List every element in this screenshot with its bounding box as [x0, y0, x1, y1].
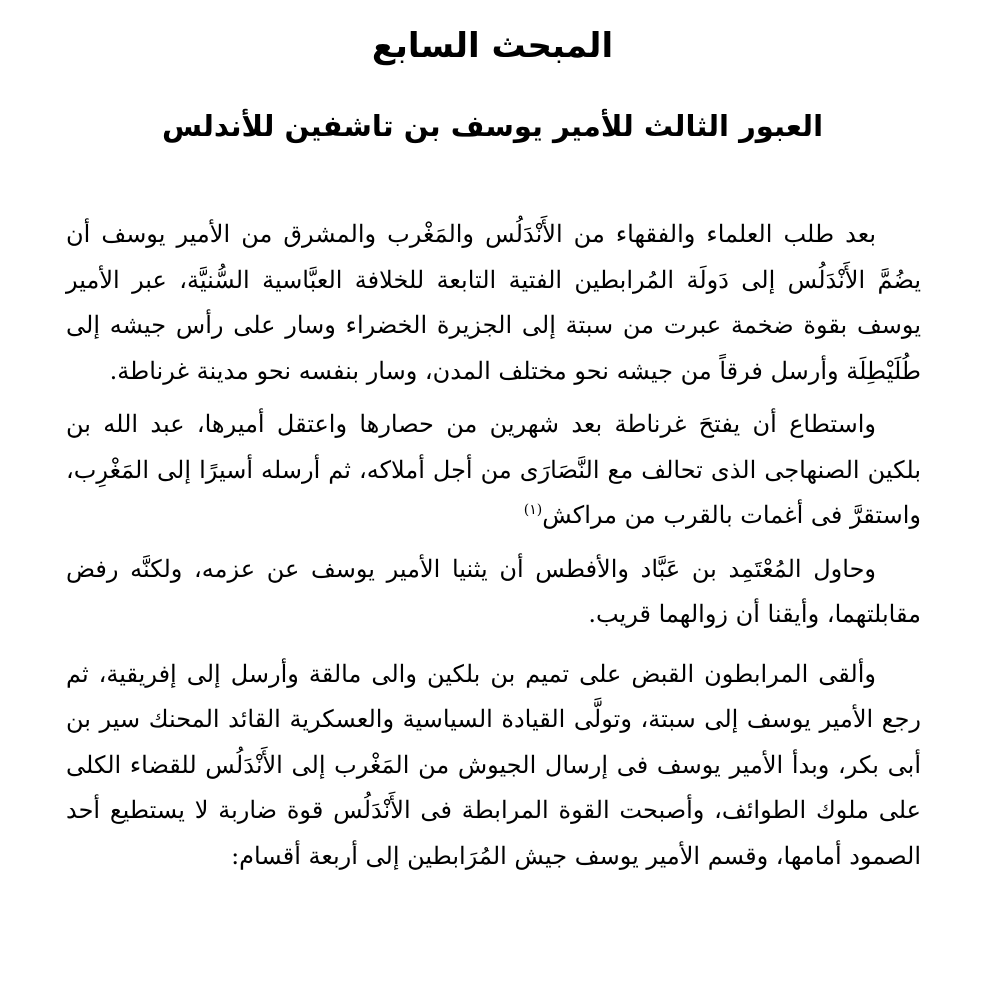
footnote-reference[interactable]: (١): [523, 502, 543, 518]
paragraph-2: [66, 402, 921, 539]
chapter-subtitle: العبور الثالث للأمير يوسف بن تاشفين للأندلس: [161, 109, 824, 143]
paragraph-1: [66, 212, 921, 394]
paragraph-4: [66, 652, 921, 880]
paragraph-2-text: واستطاع أن يفتحَ غرناطة بعد شهرين من حصارها واعتقل أميرها، عبد الله بن بلكين الصنهاجى الذى تحالف مع النَّصَارَى من أجل أملاكه، ثم أرسله أسيرًا إلى المَغْرِب، واستقرَّ فى أغمات بالقرب من مراكش: [66, 410, 921, 529]
paragraph-3: [66, 547, 921, 638]
paragraph-1-text: بعد طلب العلماء والفقهاء من الأَنْدَلُس والمَغْرب والمشرق من الأمير يوسف أن يضُمَّ الأَنْدَلُس إلى دَولَة المُرابطين الفتية التابعة للخلافة العبَّاسية السُّنيَّة، عبر الأمير يوسف بقوة ضخمة عبرت من سبتة إلى الجزيرة الخضراء وسار على رأس جيشه إلى طُلَيْطِلَة وأرسل فرقاً من جيشه نحو مختلف المدن، وسار بنفسه نحو مدينة غرناطة.: [66, 220, 922, 385]
body-text: [66, 212, 921, 879]
paragraph-3-text: وحاول المُعْتَمِد بن عَبَّاد والأفطس أن يثنيا الأمير يوسف عن عزمه، ولكنَّه رفض مقابلتهما، وأيقنا أن زوالهما قريب.: [66, 554, 921, 628]
chapter-title: المبحث السابع: [371, 26, 614, 66]
paragraph-4-text: وألقى المرابطون القبض على تميم بن بلكين والى مالقة وأرسل إلى إفريقية، ثم رجع الأمير يوسف إلى سبتة، وتولَّى القيادة السياسية والعسكرية القائد المحنك سير بن أبى بكر، وبدأ الأمير يوسف فى إرسال الجيوش من المَغْرب إلى الأَنْدَلُس للقضاء الكلى على ملوك الطوائف، وأصبحت القوة المرابطة فى الأَنْدَلُس قوة ضاربة لا يستطيع أحد الصمود أمامها، وقسم الأمير يوسف جيش المُرَابطين إلى أربعة أقسام:: [66, 659, 921, 870]
